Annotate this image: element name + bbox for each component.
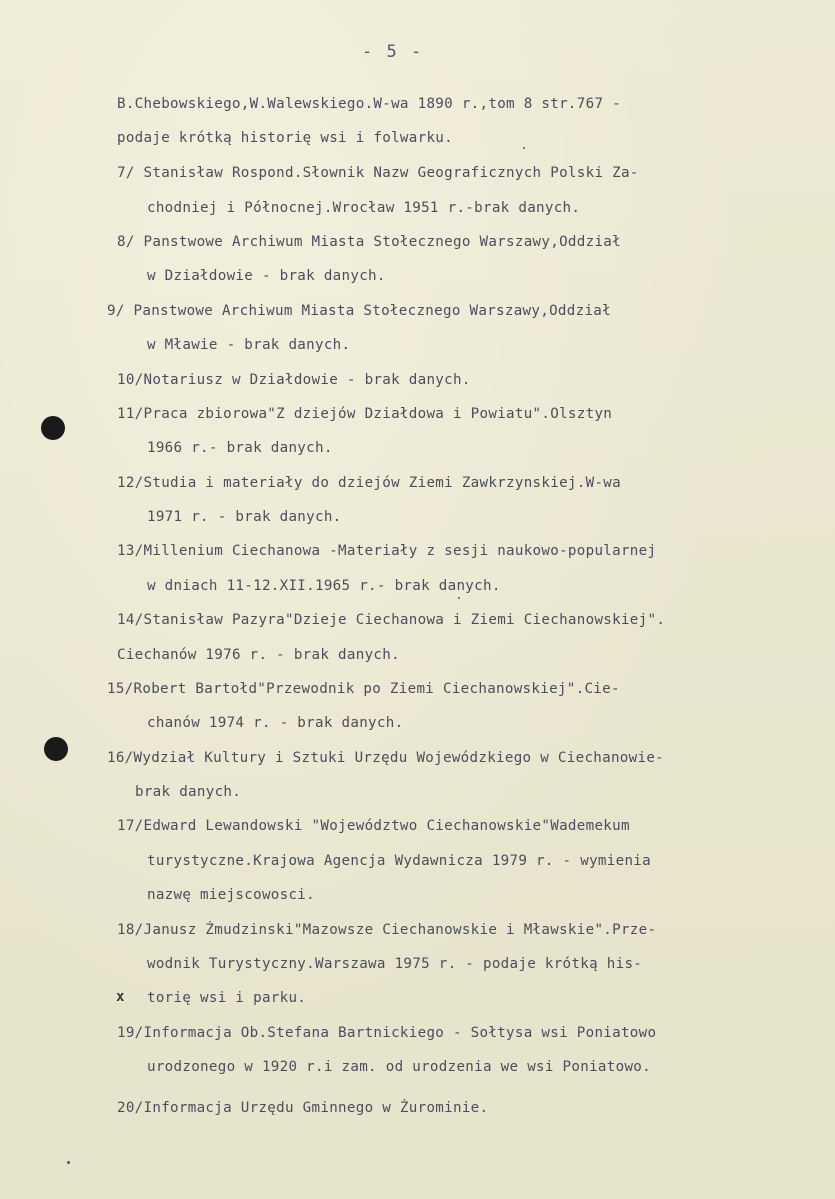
- text-line: brak danych.: [135, 784, 242, 800]
- text-line: chodniej i Północnej.Wrocław 1951 r.-brak danych.: [147, 200, 581, 216]
- punch-hole: [44, 737, 68, 761]
- text-line: 10/Notariusz w Działdowie - brak danych.: [117, 372, 471, 388]
- text-line: nazwę miejscowosci.: [147, 887, 315, 903]
- page-number: - 5 -: [362, 42, 424, 62]
- text-line: 1971 r. - brak danych.: [147, 509, 342, 525]
- text-line: 18/Janusz Żmudzinski"Mazowsze Ciechanowskie i Mławskie".Prze-: [117, 922, 657, 938]
- text-line: 8/ Panstwowe Archiwum Miasta Stołecznego Warszawy,Oddział: [117, 234, 621, 250]
- text-line: 12/Studia i materiały do dziejów Ziemi Zawkrzynskiej.W-wa: [117, 475, 621, 491]
- text-line: turystyczne.Krajowa Agencja Wydawnicza 1979 r. - wymienia: [147, 853, 651, 869]
- text-line: Ciechanów 1976 r. - brak danych.: [117, 647, 400, 663]
- punch-hole: [41, 416, 65, 440]
- text-line: 19/Informacja Ob.Stefana Bartnickiego - Sołtysa wsi Poniatowo: [117, 1025, 657, 1041]
- text-line: wodnik Turystyczny.Warszawa 1975 r. - podaje krótką his-: [147, 956, 643, 972]
- ink-speck: [458, 597, 460, 599]
- text-line: 1966 r.- brak danych.: [147, 440, 333, 456]
- text-line: w dniach 11-12.XII.1965 r.- brak danych.: [147, 578, 501, 594]
- text-line: 17/Edward Lewandowski "Województwo Ciechanowskie"Wademekum: [117, 818, 630, 834]
- text-line: B.Chebowskiego,W.Walewskiego.W-wa 1890 r.,tom 8 str.767 -: [117, 96, 621, 112]
- text-line: urodzonego w 1920 r.i zam. od urodzenia we wsi Poniatowo.: [147, 1059, 651, 1075]
- text-line: chanów 1974 r. - brak danych.: [147, 715, 404, 731]
- ink-speck: [67, 1161, 70, 1164]
- text-line: 16/Wydział Kultury i Sztuki Urzędu Wojewódzkiego w Ciechanowie-: [107, 750, 665, 766]
- text-line: w Mławie - brak danych.: [147, 337, 351, 353]
- text-line: 9/ Panstwowe Archiwum Miasta Stołecznego Warszawy,Oddział: [107, 303, 611, 319]
- text-line: torię wsi i parku.: [147, 990, 307, 1006]
- text-line: podaje krótką historię wsi i folwarku.: [117, 130, 453, 146]
- text-line: 20/Informacja Urzędu Gminnego w Żurominie.: [117, 1100, 489, 1116]
- text-line: w Działdowie - brak danych.: [147, 268, 386, 284]
- text-line: 13/Millenium Ciechanowa -Materiały z sesji naukowo-popularnej: [117, 543, 657, 559]
- text-line: 15/Robert Bartołd"Przewodnik po Ziemi Ciechanowskiej".Cie-: [107, 681, 620, 697]
- ink-speck: [523, 147, 525, 149]
- text-line: 11/Praca zbiorowa"Z dziejów Działdowa i Powiatu".Olsztyn: [117, 406, 613, 422]
- text-line: 14/Stanisław Pazyra"Dzieje Ciechanowa i Ziemi Ciechanowskiej".: [117, 612, 666, 628]
- margin-x-mark: x: [116, 989, 125, 1005]
- text-line: 7/ Stanisław Rospond.Słownik Nazw Geograficznych Polski Za-: [117, 165, 639, 181]
